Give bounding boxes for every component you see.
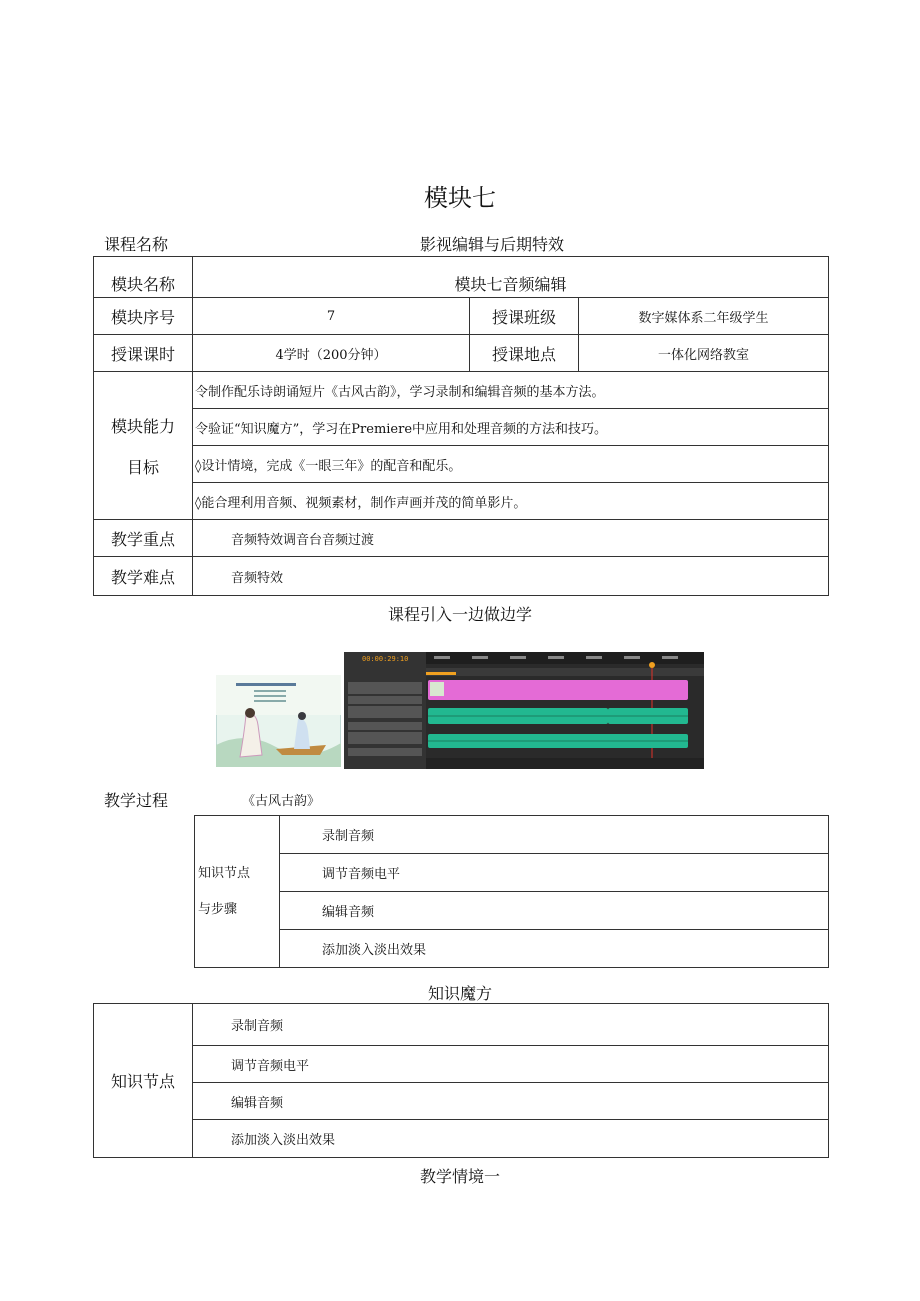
knowledge-magic-table: [93, 1003, 829, 1158]
poem-video-thumbnail: [216, 675, 341, 767]
key-point-value: 音频特效调音台音频过渡: [193, 520, 829, 557]
place-label: 授课地点: [470, 335, 579, 372]
class-label: 授课班级: [470, 298, 579, 335]
node-label-line1: 知识节点: [198, 865, 251, 881]
module-info-table: [93, 256, 829, 596]
goals-label-line2: 目标: [126, 457, 159, 477]
course-name-value: 影视编辑与后期特效: [420, 235, 565, 254]
process-value: 《古风古韵》: [242, 794, 321, 809]
knowledge-step: 编辑音频: [193, 1083, 829, 1120]
node-label-line2: 与步骤: [198, 901, 238, 917]
goals-label: [94, 372, 193, 520]
scenario-title: 教学情境一: [419, 1167, 500, 1186]
hours-value: 4学时（200分钟）: [193, 335, 470, 372]
knowledge-step: 添加淡入淡出效果: [193, 1120, 829, 1158]
place-value: 一体化网络教室: [579, 335, 829, 372]
module-no-value: 7: [193, 298, 470, 335]
step-item: 添加淡入淡出效果: [280, 930, 829, 968]
step-item: 编辑音频: [280, 892, 829, 930]
module-name-value: 模块七音频编辑: [193, 257, 829, 298]
difficulty-value: 音频特效: [193, 557, 829, 596]
hours-label: 授课课时: [94, 335, 193, 372]
intro-title: 课程引入一边做边学: [387, 605, 532, 624]
premiere-timeline-screenshot: [344, 652, 704, 769]
goal-item: ◊能合理利用音频、视频素材，制作声画并茂的简单影片。: [193, 483, 829, 520]
page-title: 模块七: [424, 184, 496, 212]
step-item: 调节音频电平: [280, 854, 829, 892]
knowledge-step: 调节音频电平: [193, 1046, 829, 1083]
key-point-label: 教学重点: [94, 520, 193, 557]
process-label: 教学过程: [104, 791, 169, 810]
goal-item: 令验证“知识魔方”，学习在Premiere中应用和处理音频的方法和技巧。: [193, 409, 829, 446]
knowledge-step: 录制音频: [193, 1004, 829, 1046]
course-name-label: 课程名称: [104, 235, 169, 254]
class-value: 数字媒体系二年级学生: [579, 298, 829, 335]
knowledge-node-label: 知识节点: [94, 1004, 193, 1158]
goals-label-line1: 模块能力: [110, 416, 175, 436]
timeline-timecode: 00:00:29:10: [362, 655, 409, 663]
goal-item: 令制作配乐诗朗诵短片《古风古韵》，学习录制和编辑音频的基本方法。: [193, 372, 829, 409]
knowledge-magic-title: 知识魔方: [427, 984, 492, 1003]
difficulty-label: 教学难点: [94, 557, 193, 596]
module-name-label: 模块名称: [94, 257, 193, 298]
module-no-label: 模块序号: [94, 298, 193, 335]
video-clip-bar: [428, 680, 688, 700]
goal-item: ◊设计情境，完成《一眼三年》的配音和配乐。: [193, 446, 829, 483]
step-item: 录制音频: [280, 816, 829, 854]
node-step-label: [195, 816, 280, 968]
process-steps-table: [194, 815, 829, 968]
